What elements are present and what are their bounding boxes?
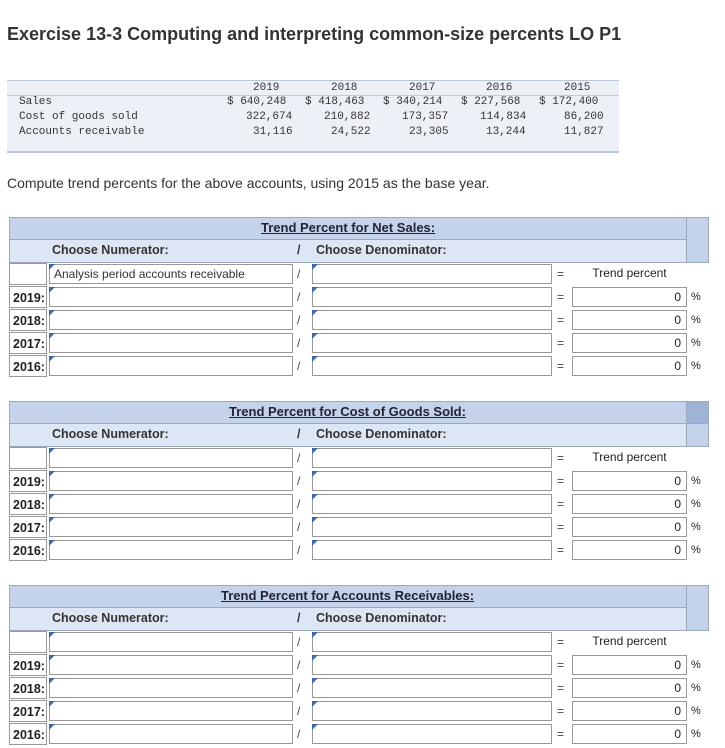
year-header: 2017: [409, 82, 436, 94]
slash: /: [297, 474, 301, 488]
trend-percent-input[interactable]: 0: [572, 494, 687, 514]
equals: =: [557, 474, 565, 488]
account-value: 13,244: [486, 126, 526, 138]
trend-percent-input[interactable]: 0: [572, 310, 687, 330]
denominator-input[interactable]: [312, 655, 552, 675]
numerator-select[interactable]: Analysis period accounts receivable: [49, 264, 293, 284]
year-label: 2018:: [9, 309, 47, 331]
slash: /: [297, 611, 301, 625]
numerator-input[interactable]: [49, 471, 293, 491]
account-value: 322,674: [246, 111, 293, 123]
numerator-input[interactable]: [49, 540, 293, 560]
account-value: 86,200: [564, 111, 604, 123]
equals: =: [557, 451, 565, 465]
account-value: $ 418,463: [305, 96, 365, 108]
account-value: $ 172,400: [539, 96, 599, 108]
trend-percent-input[interactable]: 0: [572, 701, 687, 721]
slash: /: [297, 267, 301, 281]
percent-sign: %: [691, 475, 701, 487]
slash: /: [297, 543, 301, 557]
account-value: 210,882: [324, 111, 371, 123]
equals: =: [557, 290, 565, 304]
numerator-select[interactable]: [49, 448, 293, 468]
year-label: 2019:: [9, 654, 47, 676]
denominator-header: Choose Denominator:: [316, 427, 447, 441]
trend-percent-input[interactable]: 0: [572, 517, 687, 537]
numerator-input[interactable]: [49, 678, 293, 698]
year-label: 2019:: [9, 286, 47, 308]
account-value: $ 227,568: [461, 96, 521, 108]
year-header: 2015: [564, 82, 591, 94]
numerator-input[interactable]: [49, 494, 293, 514]
section-title: Trend Percent for Accounts Receivables:: [221, 588, 475, 603]
equals: =: [557, 681, 565, 695]
denominator-input[interactable]: [312, 517, 552, 537]
trend-percent-input[interactable]: 0: [572, 287, 687, 307]
slash: /: [297, 497, 301, 511]
slash: /: [297, 427, 301, 441]
accounts-year-header: [7, 81, 619, 96]
equals: =: [557, 359, 565, 373]
percent-sign: %: [691, 521, 701, 533]
numerator-select[interactable]: [49, 632, 293, 652]
trend-section-accounts-receivable: [7, 585, 707, 748]
year-label: 2017:: [9, 332, 47, 354]
denominator-select[interactable]: [312, 632, 552, 652]
denominator-input[interactable]: [312, 540, 552, 560]
year-label: 2017:: [9, 516, 47, 538]
year-header: 2018: [331, 82, 358, 94]
denominator-header: Choose Denominator:: [316, 611, 447, 625]
slash: /: [297, 290, 301, 304]
equals: =: [557, 497, 565, 511]
percent-sign: %: [691, 360, 701, 372]
section-corner-cell: [686, 401, 709, 425]
denominator-input[interactable]: [312, 701, 552, 721]
section-title: Trend Percent for Cost of Goods Sold:: [229, 404, 466, 419]
section-title: Trend Percent for Net Sales:: [261, 220, 436, 235]
denominator-input[interactable]: [312, 310, 552, 330]
equals: =: [557, 658, 565, 672]
year-header: 2019: [253, 82, 280, 94]
numerator-input[interactable]: [49, 310, 293, 330]
percent-sign: %: [691, 728, 701, 740]
slash: /: [297, 359, 301, 373]
account-value: 23,305: [409, 126, 449, 138]
numerator-header: Choose Numerator:: [52, 427, 169, 441]
denominator-select[interactable]: [312, 448, 552, 468]
equals: =: [557, 727, 565, 741]
year-label: 2017:: [9, 700, 47, 722]
denominator-input[interactable]: [312, 287, 552, 307]
equals: =: [557, 543, 565, 557]
year-label: 2019:: [9, 470, 47, 492]
account-value: 114,834: [480, 111, 527, 123]
numerator-input[interactable]: [49, 724, 293, 744]
slash: /: [297, 313, 301, 327]
account-label: Cost of goods sold: [19, 111, 138, 123]
slash: /: [297, 658, 301, 672]
denominator-header: Choose Denominator:: [316, 243, 447, 257]
numerator-input[interactable]: [49, 655, 293, 675]
slash: /: [297, 635, 301, 649]
trend-percent-input[interactable]: 0: [572, 356, 687, 376]
year-label: 2018:: [9, 493, 47, 515]
numerator-input[interactable]: [49, 356, 293, 376]
slash: /: [297, 451, 301, 465]
blank-label: [9, 631, 47, 653]
account-label: Accounts receivable: [19, 126, 145, 138]
numerator-input[interactable]: [49, 701, 293, 721]
equals: =: [557, 635, 565, 649]
instructions: Compute trend percents for the above accounts, using 2015 as the base year.: [7, 175, 490, 191]
account-value: $ 640,248: [227, 96, 287, 108]
trend-percent-input[interactable]: 0: [572, 471, 687, 491]
account-value: 11,827: [564, 126, 604, 138]
section-corner-cell: [686, 217, 709, 263]
equals: =: [557, 520, 565, 534]
numerator-header: Choose Numerator:: [52, 243, 169, 257]
blank-label: [9, 447, 47, 469]
denominator-select[interactable]: [312, 264, 552, 284]
account-value: 173,357: [402, 111, 449, 123]
numerator-header: Choose Numerator:: [52, 611, 169, 625]
trend-percent-input[interactable]: 0: [572, 540, 687, 560]
slash: /: [297, 727, 301, 741]
trend-percent-input[interactable]: 0: [572, 724, 687, 744]
equals: =: [557, 336, 565, 350]
percent-sign: %: [691, 291, 701, 303]
slash: /: [297, 336, 301, 350]
accounts-table: [7, 80, 619, 153]
year-header: 2016: [486, 82, 513, 94]
percent-sign: %: [691, 659, 701, 671]
equals: =: [557, 704, 565, 718]
trend-percent-header: Trend percent: [592, 450, 667, 464]
slash: /: [297, 681, 301, 695]
blank-label: [9, 263, 47, 285]
numerator-input[interactable]: [49, 517, 293, 537]
percent-sign: %: [691, 544, 701, 556]
trend-percent-input[interactable]: 0: [572, 333, 687, 353]
slash: /: [297, 704, 301, 718]
slash: /: [297, 243, 301, 257]
equals: =: [557, 267, 565, 281]
year-label: 2016:: [9, 723, 47, 745]
denominator-input[interactable]: [312, 471, 552, 491]
account-value: $ 340,214: [383, 96, 443, 108]
account-label: Sales: [19, 96, 53, 108]
denominator-input[interactable]: [312, 356, 552, 376]
denominator-input[interactable]: [312, 678, 552, 698]
page-title: Exercise 13-3 Computing and interpreting common-size percents LO P1: [7, 24, 622, 44]
trend-percent-input[interactable]: 0: [572, 678, 687, 698]
slash: /: [297, 520, 301, 534]
denominator-input[interactable]: [312, 333, 552, 353]
trend-section-cogs: [7, 401, 707, 561]
percent-sign: %: [691, 337, 701, 349]
equals: =: [557, 313, 565, 327]
percent-sign: %: [691, 314, 701, 326]
trend-percent-input[interactable]: 0: [572, 655, 687, 675]
year-label: 2016:: [9, 355, 47, 377]
percent-sign: %: [691, 682, 701, 694]
denominator-input[interactable]: [312, 494, 552, 514]
account-value: 31,116: [253, 126, 293, 138]
percent-sign: %: [691, 705, 701, 717]
trend-percent-header: Trend percent: [592, 266, 667, 280]
numerator-input[interactable]: [49, 333, 293, 353]
section-corner-cell: [686, 585, 709, 631]
year-label: 2016:: [9, 539, 47, 561]
trend-percent-header: Trend percent: [592, 634, 667, 648]
denominator-input[interactable]: [312, 724, 552, 744]
account-value: 24,522: [331, 126, 371, 138]
year-label: 2018:: [9, 677, 47, 699]
percent-sign: %: [691, 498, 701, 510]
trend-section-net-sales: [7, 217, 707, 377]
section-corner-cell: [686, 423, 709, 447]
numerator-input[interactable]: [49, 287, 293, 307]
